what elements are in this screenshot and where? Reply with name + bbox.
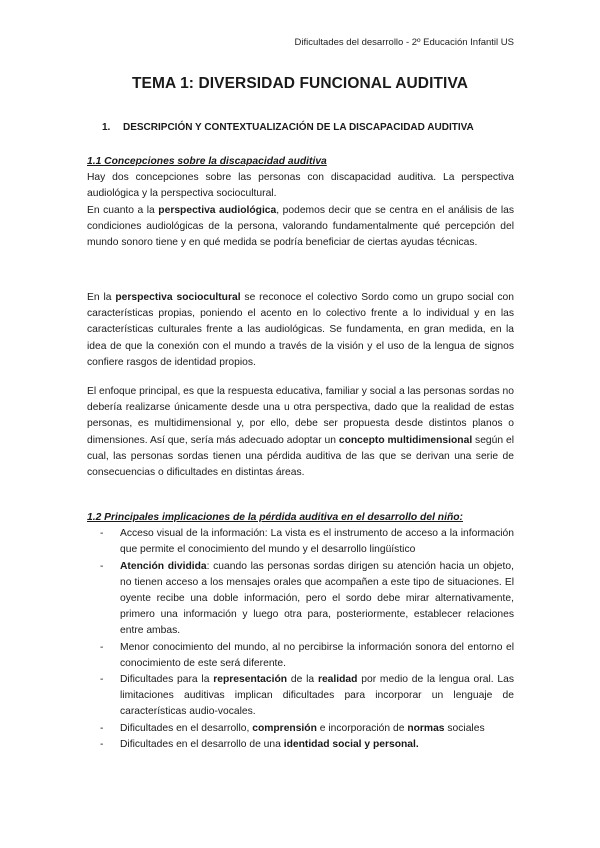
list-item [87, 672, 514, 721]
paragraph-enfoque-block [87, 384, 514, 481]
bold-term: normas [407, 722, 445, 734]
dash-bullet: - [100, 560, 104, 572]
bold-term: Atención dividida [120, 560, 207, 572]
paragraph-concepciones: Hay dos concepciones sobre las personas con discapacidad auditiva. La perspectiva audiológica y la perspectiva sociocultural. [87, 172, 514, 200]
bold-term: representación [213, 674, 288, 686]
text-run: por medio de la lengua oral. Las limitaciones auditivas implican dificultades para incorporar un lenguaje de características audio-vocales. [120, 674, 514, 718]
running-header: Dificultades del desarrollo - 2º Educación Infantil US [294, 37, 514, 48]
text-run: según el cual, las personas sordas tienen una pérdida auditiva de las que se derivan una serie de consecuencias o dificultades en distintas áreas. [87, 434, 514, 479]
paragraph-audiologica [87, 203, 514, 252]
list-item [87, 559, 514, 640]
text-run: Menor conocimiento del mundo, al no percibirse la información sonora del entorno el conocimiento de este será diferente. [120, 641, 514, 669]
text-run: sociales [444, 722, 485, 734]
list-item [87, 526, 514, 558]
subsection-1-2 [87, 510, 514, 753]
bold-term: perspectiva audiológica [158, 204, 277, 216]
list-item [87, 721, 514, 737]
bold-term: realidad [317, 674, 358, 686]
dash-bullet: - [100, 528, 104, 540]
text-run: El enfoque principal, es que la respuesta educativa, familiar y social a las personas sordas no debería realizarse únicamente desde una u otra perspectiva, dado que la realidad de estas personas, es multidimensional y, por ello, debe ser propuesta desde distintos planos o dimensiones. Así que, sería más adecuado adoptar un [87, 386, 514, 446]
section-heading [102, 122, 474, 133]
bold-term: perspectiva sociocultural [115, 292, 241, 303]
text-run: Dificultades en el desarrollo, [120, 722, 253, 734]
dash-bullet: - [100, 738, 104, 750]
text-run: En la [87, 292, 116, 303]
text-run: se reconoce el colectivo Sordo como un grupo social con características propias, poniendo el acento en lo colectivo frente a lo individual y en las características culturales frente a las audiológicas. Se fundamenta, en gran medida, en la idea de que la conexión con el mundo a través de la visión y el uso de la lengua de signos confiere rasgos de identidad propios. [87, 292, 514, 368]
page-title: TEMA 1: DIVERSIDAD FUNCIONAL AUDITIVA [131, 75, 469, 92]
text-run: Dificultades para la [120, 674, 214, 686]
list-item [87, 737, 514, 753]
bold-term: identidad social y personal. [283, 738, 419, 750]
implications-list [87, 526, 514, 753]
dash-bullet: - [100, 641, 104, 653]
paragraph-sociocultural-block [87, 290, 514, 371]
subsection-1-2-heading: 1.2 Principales implicaciones de la pérdida auditiva en el desarrollo del niño: [87, 512, 463, 523]
text-run: : cuando las personas sordas dirigen su atención hacia un objeto, no tienen acceso a los mensajes orales que acompañen a este tipo de situaciones. El oyente recibe una doble información, pero el sordo debe mirar alternativamente, primero una información y luego otra para, posteriormente, establecer relaciones entre ambas. [120, 560, 514, 637]
section-number: 1. [102, 122, 111, 133]
dash-bullet: - [100, 674, 104, 686]
text-run: En cuanto a la [87, 204, 159, 216]
subsection-1-1-heading: 1.1 Concepciones sobre la discapacidad auditiva [87, 156, 327, 167]
text-run: de la [287, 674, 318, 686]
paragraph-sociocultural [87, 290, 514, 371]
text-run: , podemos decir que se centra en el análisis de las condiciones audiológicas de la persona, valorando fundamentalmente qué percepción del mundo sonoro tiene y en qué medida se podría beneficiar de ciertas ayudas técnicas. [87, 204, 514, 249]
text-run: e incorporación de [316, 722, 408, 734]
list-item [87, 640, 514, 672]
bold-term: concepto multidimensional [338, 434, 473, 446]
text-run: Dificultades en el desarrollo de una [120, 738, 284, 750]
text-run: Acceso visual de la información: La vista es el instrumento de acceso a la información que permite el conocimiento del mundo y el desarrollo lingüístico [120, 528, 514, 556]
bold-term: comprensión [252, 722, 317, 734]
paragraph-enfoque [87, 384, 514, 481]
dash-bullet: - [100, 722, 104, 734]
section-title: DESCRIPCIÓN Y CONTEXTUALIZACIÓN DE LA DISCAPACIDAD AUDITIVA [123, 122, 474, 133]
subsection-1-1 [87, 154, 514, 251]
